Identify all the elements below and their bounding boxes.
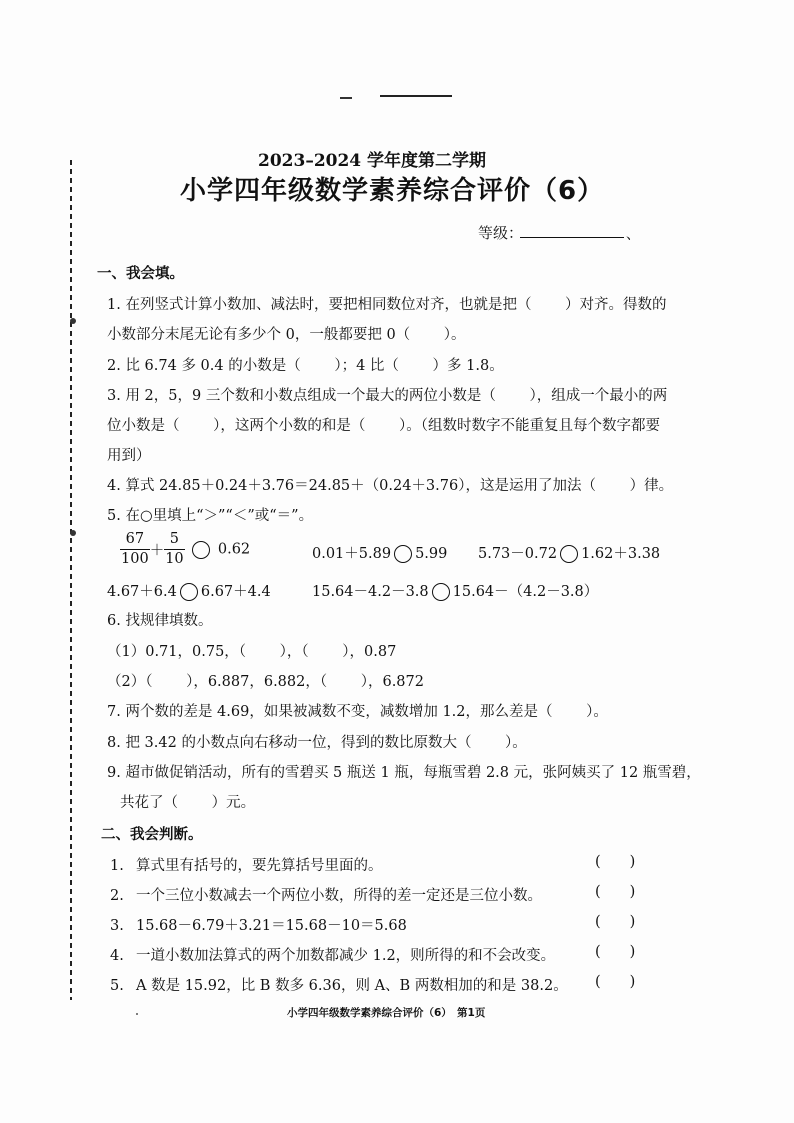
- judge-number: 3.: [110, 918, 124, 934]
- top-mark: [380, 95, 452, 97]
- judge-item: [110, 914, 407, 935]
- grade-tail: 、: [626, 227, 640, 243]
- section-title-fill: 一、我会填。: [97, 266, 184, 282]
- judge-answer-paren[interactable]: ( ): [595, 944, 636, 960]
- compare-circle[interactable]: [180, 583, 198, 601]
- compare-b: 0.01＋5.89 5.99: [312, 546, 448, 562]
- question-8: 8. 把 3.42 的小数点向右移动一位，得到的数比原数大（ ）。: [107, 735, 527, 751]
- judge-item: [110, 944, 555, 965]
- compare-circle[interactable]: [560, 545, 578, 563]
- question-3-line-3: 用到）: [107, 448, 151, 464]
- judge-text: 一个三位小数减去一个两位小数，所得的差一定还是三位小数。: [136, 888, 542, 904]
- question-7: 7. 两个数的差是 4.69，如果被减数不变，减数增加 1.2，那么差是（ ）。: [107, 704, 608, 720]
- question-9-line-2: 共花了（ ）元。: [120, 795, 256, 811]
- question-5: 5. 在○里填上“＞”“＜”或“＝”。: [107, 508, 314, 524]
- judge-number: 1.: [110, 858, 124, 874]
- compare-circle[interactable]: [394, 545, 412, 563]
- grade-blank[interactable]: [520, 237, 624, 238]
- page-footer: 小学四年级数学素养综合评价（6） 第1页: [287, 1007, 486, 1019]
- page-title: 小学四年级数学素养综合评价（6）: [180, 176, 605, 206]
- top-mark: [340, 97, 352, 99]
- question-6-1: （1）0.71，0.75，（ ），（ ），0.87: [107, 644, 397, 660]
- speck: [136, 1013, 138, 1015]
- judge-text: 一道小数加法算式的两个加数都减少 1.2，则所得的和不会改变。: [136, 948, 556, 964]
- grade-label: 等级：: [478, 224, 524, 242]
- compare-a: $\frac{67}{100}$ ＋ $\frac{5}{10}$ 0.62: [121, 531, 251, 567]
- judge-text: A 数是 15.92，比 B 数多 6.36，则 A、B 两数相加的和是 38.2。: [136, 978, 568, 994]
- judge-item: [110, 974, 568, 995]
- judge-text: 算式里有括号的，要先算括号里面的。: [136, 858, 383, 874]
- question-9-line-1: 9. 超市做促销活动，所有的雪碧买 5 瓶送 1 瓶，每瓶雪碧 2.8 元，张阿姨买了 12 瓶雪碧，: [107, 765, 701, 781]
- fraction: $\frac{5}{10}$: [165, 531, 184, 567]
- judge-answer-paren[interactable]: ( ): [595, 884, 636, 900]
- question-2: 2. 比 6.74 多 0.4 的小数是（ ）；4 比（ ）多 1.8。: [107, 358, 504, 374]
- judge-number: 5.: [110, 978, 124, 994]
- judge-answer-paren[interactable]: ( ): [595, 914, 636, 930]
- binding-line: [70, 160, 72, 1000]
- judge-number: 2.: [110, 888, 124, 904]
- judge-number: 4.: [110, 948, 124, 964]
- question-1-line-2: 小数部分末尾无论有多少个 0，一般都要把 0（ ）。: [107, 327, 466, 343]
- fraction: $\frac{67}{100}$: [121, 531, 149, 567]
- compare-e: 15.64－4.2－3.8 15.64－（4.2－3.8）: [312, 584, 599, 600]
- question-3-line-1: 3. 用 2，5，9 三个数和小数点组成一个最大的两位小数是（ ），组成一个最小的两: [107, 388, 668, 404]
- question-3-line-2: 位小数是（ ），这两个小数的和是（ ）。（组数时数字不能重复且每个数字都要: [107, 418, 660, 434]
- judge-text: 15.68－6.79＋3.21＝15.68－10＝5.68: [136, 918, 407, 934]
- question-6-2: （2）（ ），6.887，6.882，（ ），6.872: [107, 674, 424, 690]
- judge-item: [110, 854, 383, 875]
- term-heading: 2023–2024 学年度第二学期: [258, 151, 487, 171]
- compare-d: 4.67＋6.4 6.67＋4.4: [107, 584, 271, 600]
- section-title-judge: 二、我会判断。: [101, 827, 203, 843]
- question-4: 4. 算式 24.85＋0.24＋3.76＝24.85＋（0.24＋3.76），这是运用了加法（ ）律。: [107, 478, 674, 494]
- question-6: 6. 找规律填数。: [107, 613, 213, 629]
- question-1-line-1: 1. 在列竖式计算小数加、减法时，要把相同数位对齐，也就是把（ ）对齐。得数的: [107, 297, 667, 313]
- judge-answer-paren[interactable]: ( ): [595, 974, 636, 990]
- compare-circle[interactable]: [192, 541, 210, 559]
- compare-c: 5.73－0.72 1.62＋3.38: [478, 546, 661, 562]
- binding-mark: [70, 530, 76, 536]
- binding-mark: [70, 318, 76, 324]
- compare-circle[interactable]: [432, 583, 450, 601]
- judge-answer-paren[interactable]: ( ): [595, 854, 636, 870]
- judge-item: [110, 884, 542, 905]
